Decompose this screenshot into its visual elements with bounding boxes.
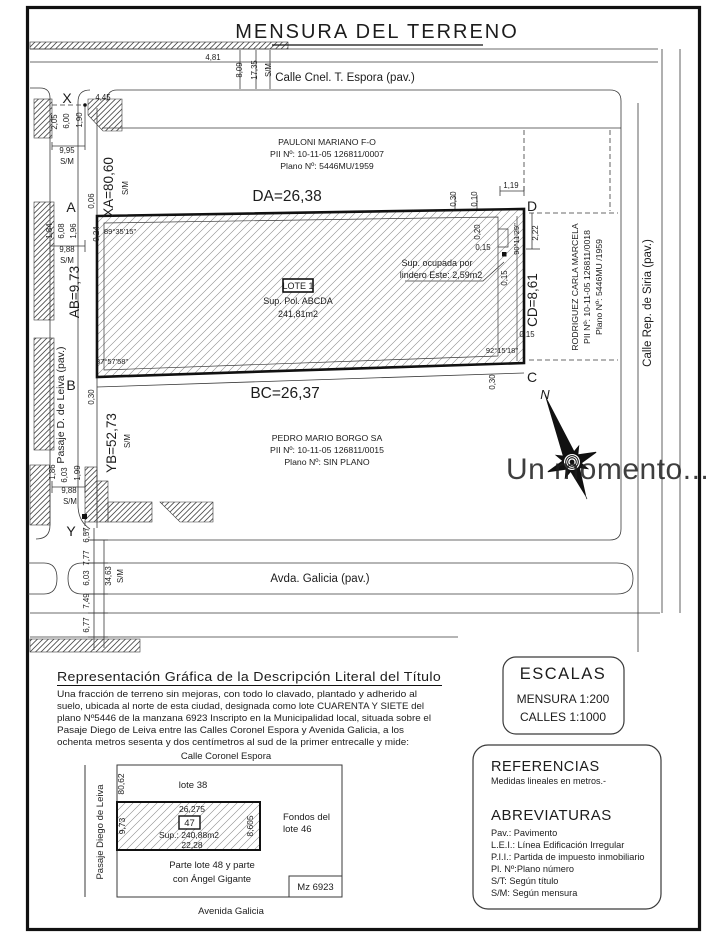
dim-sm-a: S/M — [60, 256, 74, 265]
dim-603-s: 6,03 — [82, 570, 91, 586]
referencias-note: Medidas lineales en metros.- — [491, 776, 607, 786]
dim-020: 0,20 — [473, 224, 482, 240]
escalas-title: ESCALAS — [519, 665, 607, 683]
mini-parte-2: con Ángel Gigante — [172, 874, 252, 885]
compass-rose — [521, 386, 611, 509]
escalas-mensura: MENSURA 1:200 — [516, 692, 610, 706]
mini-parte-1: Parte lote 48 y parte — [169, 860, 255, 871]
description-heading: Representación Gráfica de la Descripción Literal del Título — [57, 669, 441, 684]
angle-c: 92°15'18" — [485, 346, 518, 355]
dim-119: 1,19 — [503, 181, 519, 190]
mini-lote38: lote 38 — [178, 780, 208, 791]
dim-749: 7,49 — [82, 593, 91, 609]
owner-east-name: RODRIGUEZ CARLA MARCELA — [570, 223, 580, 351]
dim-015-3: 0,15 — [519, 330, 535, 339]
dim-sm-top: S/M — [264, 63, 273, 77]
owner-north-plano: Plano Nº: 5446MU/1959 — [280, 161, 374, 171]
dim-1735: 17,35 — [250, 60, 259, 80]
side-xa-sm: S/M — [121, 181, 130, 195]
corner-a: A — [66, 199, 76, 215]
corner-y: Y — [66, 523, 76, 539]
point-y-marker — [82, 514, 87, 519]
street-left-label: Pasaje D. de Leiva (pav.) — [55, 346, 67, 464]
abreviatura-item: Pl. Nº:Plano número — [491, 864, 575, 874]
description-line: plano Nº5446 de la manzana 6923 Inscripto en la Municipalidad local, situada sobre el — [57, 713, 431, 723]
corner-d: D — [526, 198, 538, 214]
dim-030-c: 0,30 — [488, 374, 497, 390]
mini-dim-8605: 8,605 — [245, 815, 255, 837]
dim-988-a: 9,88 — [59, 245, 75, 254]
dim-024: 0,24 — [92, 226, 101, 242]
dim-608: 6,08 — [57, 223, 66, 239]
mini-dim-8062: 80,62 — [116, 773, 126, 795]
owner-south-plano: Plano Nº: SIN PLANO — [284, 457, 370, 467]
side-cd: CD=8,61 — [525, 273, 540, 327]
occupied-note-2: lindero Este: 2,59m2 — [399, 270, 483, 280]
dim-015-1: 0,15 — [475, 243, 491, 252]
referencias-title: REFERENCIAS — [491, 759, 600, 775]
side-yb: YB=52,73 — [104, 413, 119, 473]
description-paragraph — [57, 689, 431, 747]
boundary-marker-east — [502, 252, 507, 257]
abreviatura-item: Pav.: Pavimento — [491, 828, 558, 838]
dim-sm-3463: S/M — [116, 569, 125, 583]
dim-603-y: 6,03 — [60, 467, 69, 483]
dim-015-2: 0,15 — [500, 270, 509, 286]
owner-north-pii: PII Nº: 10-11-05 126811/0007 — [270, 149, 384, 159]
owner-east-plano: Plano Nº: 5446MU /1959 — [594, 239, 604, 335]
page-title: MENSURA DEL TERRENO — [235, 21, 519, 43]
mini-dim-26275: 26,275 — [179, 804, 205, 814]
mini-street-left: Pasaje Diego de Leiva — [95, 784, 106, 880]
dim-186: 1,86 — [48, 464, 57, 480]
dim-sm-995: S/M — [60, 157, 74, 166]
abreviatura-item: S/M: Según mensura — [491, 888, 578, 898]
street-top-label: Calle Cnel. T. Espora (pav.) — [275, 72, 415, 84]
dim-657: 6,57 — [82, 527, 91, 543]
mini-diagram — [85, 751, 342, 917]
mini-mz: Mz 6923 — [297, 882, 334, 893]
escalas-calles: CALLES 1:1000 — [519, 710, 607, 724]
mini-dim-973: 9,73 — [117, 817, 127, 835]
abreviatura-item: L.E.I.: Línea Edificación Irregular — [491, 840, 625, 850]
dim-777: 7,77 — [82, 550, 91, 566]
mini-sup: Sup.: 240,88m2 — [158, 830, 220, 840]
mini-dim-2228: 22,28 — [181, 840, 203, 850]
mini-lot47: 47 — [184, 818, 195, 829]
owner-east-pii: PII Nº: 10-11-05 126811/0018 — [582, 230, 592, 344]
dim-445: 4,45 — [95, 93, 111, 102]
angle-d: 90°11'29" — [512, 223, 521, 255]
dim-481: 4,81 — [205, 53, 221, 62]
escalas-box — [503, 657, 624, 734]
dim-600: 6,00 — [62, 113, 71, 129]
abreviatura-item: P.I.I.: Partida de impuesto inmobiliario — [491, 852, 645, 862]
owner-south-name: PEDRO MARIO BORGO SA — [271, 433, 383, 443]
corner-c: C — [526, 369, 538, 385]
dim-199: 1,99 — [73, 465, 82, 481]
dim-190: 1,90 — [75, 112, 84, 128]
abreviatura-item: S/T: Según título — [491, 876, 559, 886]
point-x-marker — [83, 103, 87, 107]
dim-988-y: 9,88 — [61, 486, 77, 495]
abreviaturas-title: ABREVIATURAS — [491, 807, 612, 824]
lot-sup-label: Sup. Pol. ABCDA — [263, 296, 333, 306]
lot-sup-value: 241,81m2 — [277, 309, 319, 319]
loading-watermark: Un momento... — [506, 453, 710, 486]
description-line: Pasaje Diego de Leiva entre las Calles Coronel Espora y Avenida Galicia, a los — [57, 725, 405, 735]
dim-3463: 34,63 — [104, 566, 113, 586]
dim-184: 1,84 — [45, 223, 54, 239]
owner-south-pii: PII Nº: 10-11-05 126811/0015 — [270, 445, 384, 455]
dim-196: 1,96 — [69, 223, 78, 239]
abreviaturas-list — [491, 828, 645, 898]
dim-809: 8,09 — [235, 62, 244, 78]
description-line: suelo, ubicada al norte de esta ciudad, designada como lote CUARENTA Y SIETE del — [57, 701, 424, 711]
corner-x: X — [62, 90, 72, 106]
dim-030-b: 0,30 — [87, 389, 96, 405]
dim-006: 0,06 — [87, 193, 96, 209]
dim-677: 6,77 — [82, 617, 91, 633]
north-label: N — [540, 387, 550, 402]
owner-east — [570, 223, 604, 351]
side-ab: AB=9,73 — [67, 265, 82, 319]
side-da: DA=26,38 — [252, 188, 322, 205]
dim-sm-y: S/M — [63, 497, 77, 506]
side-bc: BC=26,37 — [250, 385, 320, 402]
description-line: ochenta metros sesenta y dos centímetros al sud de la primer entrecalle y mide: — [57, 737, 409, 747]
owner-north-name: PAULONI MARIANO F-O — [278, 137, 376, 147]
lot-name: LOTE 1 — [282, 281, 314, 291]
mini-fondos-1: Fondos del — [283, 812, 331, 823]
mini-street-top: Calle Coronel Espora — [180, 751, 272, 762]
corner-b: B — [66, 377, 76, 393]
side-xa: XA=80,60 — [101, 157, 116, 217]
dim-995: 9,95 — [59, 146, 75, 155]
dim-222: 2,22 — [531, 225, 540, 241]
occupied-note-1: Sup. ocupada por — [401, 258, 473, 268]
side-yb-sm: S/M — [123, 434, 132, 448]
description-line: Una fracción de terreno sin mejoras, con todo lo clavado, plantado y adherido al — [57, 689, 417, 699]
angle-a: 89°35'15" — [104, 227, 137, 236]
lot-polygon — [97, 209, 524, 377]
mini-fondos-2: lote 46 — [283, 824, 312, 835]
owner-north — [270, 137, 384, 171]
street-right-label: Calle Rep. de Siria (pav.) — [642, 239, 654, 367]
owner-south — [270, 433, 384, 467]
dim-010: 0,10 — [470, 191, 479, 207]
referencias-box — [473, 745, 661, 909]
mini-street-bottom: Avenida Galicia — [198, 906, 264, 917]
dim-205: 2,05 — [50, 114, 59, 130]
street-bottom-label: Avda. Galicia (pav.) — [270, 573, 370, 585]
dim-030-d: 0,30 — [449, 191, 458, 207]
angle-b: 87°57'58" — [96, 357, 129, 366]
